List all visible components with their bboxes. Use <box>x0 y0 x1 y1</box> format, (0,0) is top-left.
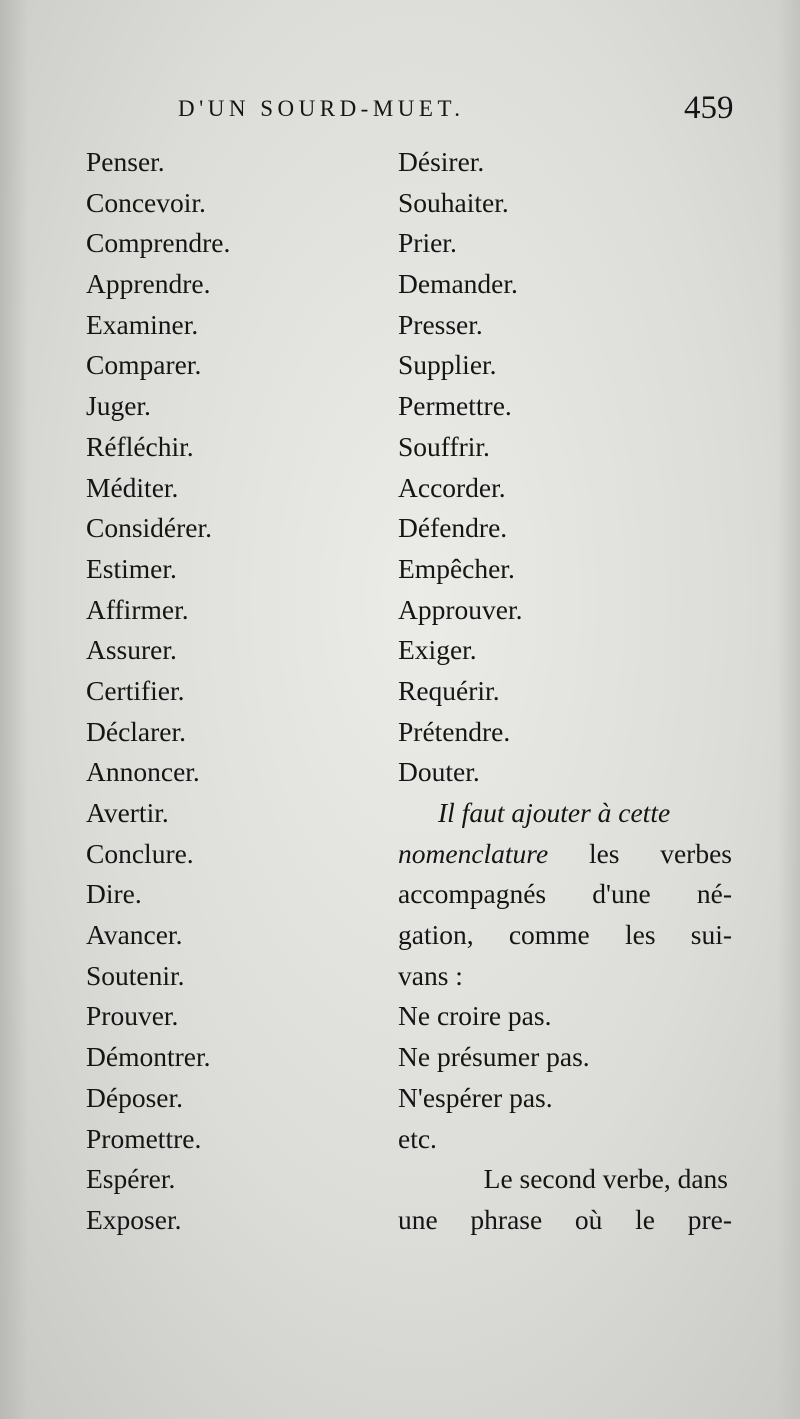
list-item: Juger. <box>86 390 151 422</box>
list-item: N'espérer pas. <box>398 1081 553 1113</box>
note-line <box>398 834 732 875</box>
verb-list-left <box>86 142 386 1241</box>
verb-list-right <box>398 142 743 1241</box>
list-item: Presser. <box>398 308 483 340</box>
list-item: Douter. <box>398 756 480 788</box>
list-item: Espérer. <box>86 1163 176 1195</box>
note-text: les verbes <box>548 837 732 869</box>
list-item: Ne croire pas. <box>398 1000 552 1032</box>
list-item: Avancer. <box>86 919 183 951</box>
list-item: Prétendre. <box>398 715 511 747</box>
note-line: vans : <box>398 959 463 991</box>
list-item: Permettre. <box>398 390 512 422</box>
list-item: Prier. <box>398 227 457 259</box>
list-item: Dire. <box>86 878 142 910</box>
list-item: Supplier. <box>398 349 497 381</box>
list-item: Démontrer. <box>86 1041 211 1073</box>
list-item: Affirmer. <box>86 593 189 625</box>
list-item: Avertir. <box>86 797 169 828</box>
page-edge-shadow-right <box>778 0 800 1419</box>
list-item: Exiger. <box>398 634 477 666</box>
list-item: etc. <box>398 1122 437 1154</box>
list-item: Méditer. <box>86 471 179 503</box>
list-item: Défendre. <box>398 512 508 544</box>
list-item: Concevoir. <box>86 186 206 218</box>
note-italic-text: Il faut ajouter à cette <box>438 797 671 828</box>
page-edge-shadow-left <box>0 0 28 1419</box>
list-item: Conclure. <box>86 837 194 869</box>
list-item: Promettre. <box>86 1122 202 1154</box>
list-item: Annoncer. <box>86 756 200 788</box>
note-italic-term: nomenclature <box>398 837 549 869</box>
list-item: Souhaiter. <box>398 186 509 218</box>
list-item: Déclarer. <box>86 715 186 747</box>
list-item: Examiner. <box>86 308 199 340</box>
list-item: Empêcher. <box>398 552 515 584</box>
list-item: Réfléchir. <box>86 430 194 462</box>
list-item: Comparer. <box>86 349 202 381</box>
list-item: Ne présumer pas. <box>398 1041 590 1073</box>
list-item: Accorder. <box>398 471 506 503</box>
list-item: Assurer. <box>86 634 177 666</box>
list-item: Demander. <box>398 268 518 300</box>
list-item: Approuver. <box>398 593 523 625</box>
list-item: Requérir. <box>398 674 500 706</box>
paragraph-line: Le second verbe, dans <box>483 1163 728 1195</box>
list-item: Exposer. <box>86 1203 182 1235</box>
list-item: Considérer. <box>86 512 213 544</box>
page-header <box>0 90 800 140</box>
list-item: Prouver. <box>86 1000 179 1032</box>
list-item: Désirer. <box>398 146 485 177</box>
list-item: Comprendre. <box>86 227 231 259</box>
list-item: Apprendre. <box>86 268 211 300</box>
paragraph-line: une phrase où le pre- <box>398 1203 732 1235</box>
note-line <box>398 793 743 834</box>
running-title: D'UN SOURD-MUET. <box>178 96 465 121</box>
page-number: 459 <box>684 90 734 126</box>
list-item: Souffrir. <box>398 430 490 462</box>
list-item: Estimer. <box>86 552 177 584</box>
list-item: Soutenir. <box>86 959 185 991</box>
list-item: Déposer. <box>86 1081 183 1113</box>
list-item: Penser. <box>86 146 165 177</box>
list-item: Certifier. <box>86 674 185 706</box>
note-line: gation, comme les sui- <box>398 919 732 951</box>
note-line: accompagnés d'une né- <box>398 878 732 910</box>
